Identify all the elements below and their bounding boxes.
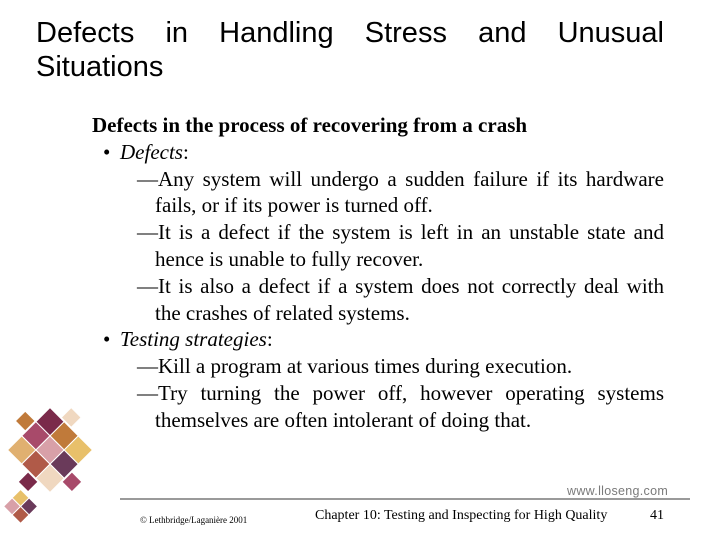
bullet-suffix: : [182,139,189,164]
bullet-dot: • [103,327,111,352]
sub-item: —Any system will undergo a sudden failure if its hardware fails, or if its power is turned off. [137,166,664,218]
chapter-title: Chapter 10: Testing and Inspecting for High Quality [315,508,608,523]
website-url: www.lloseng.com [567,484,669,498]
sub-item: —Kill a program at various times during execution. [137,354,573,379]
bullet-suffix: : [266,327,273,352]
section-heading: Defects in the process of recovering from a crash [92,113,528,137]
slide-title: Defects in Handling Stress and Unusual Situations [36,17,664,83]
copyright-notice: © Lethbridge/Laganière 2001 [140,515,248,525]
page-number: 41 [650,508,664,523]
bullet-dot: • [103,139,111,164]
sub-item: —It is a defect if the system is left in an unstable state and hence is unable to fully recover. [137,220,664,271]
bullet-defects [92,139,664,166]
slide-body [92,112,664,434]
quilt-decoration [0,355,100,530]
bullet-testing-strategies [92,326,664,353]
bullet-label: Defects [120,139,183,164]
bullet-label: Testing strategies [120,327,267,352]
footer-rule [120,498,690,500]
sub-item: —It is also a defect if a system does not correctly deal with the crashes of related systems. [137,273,664,325]
sub-item: —Try turning the power off, however operating systems themselves are often intolerant of doing that. [137,380,664,432]
